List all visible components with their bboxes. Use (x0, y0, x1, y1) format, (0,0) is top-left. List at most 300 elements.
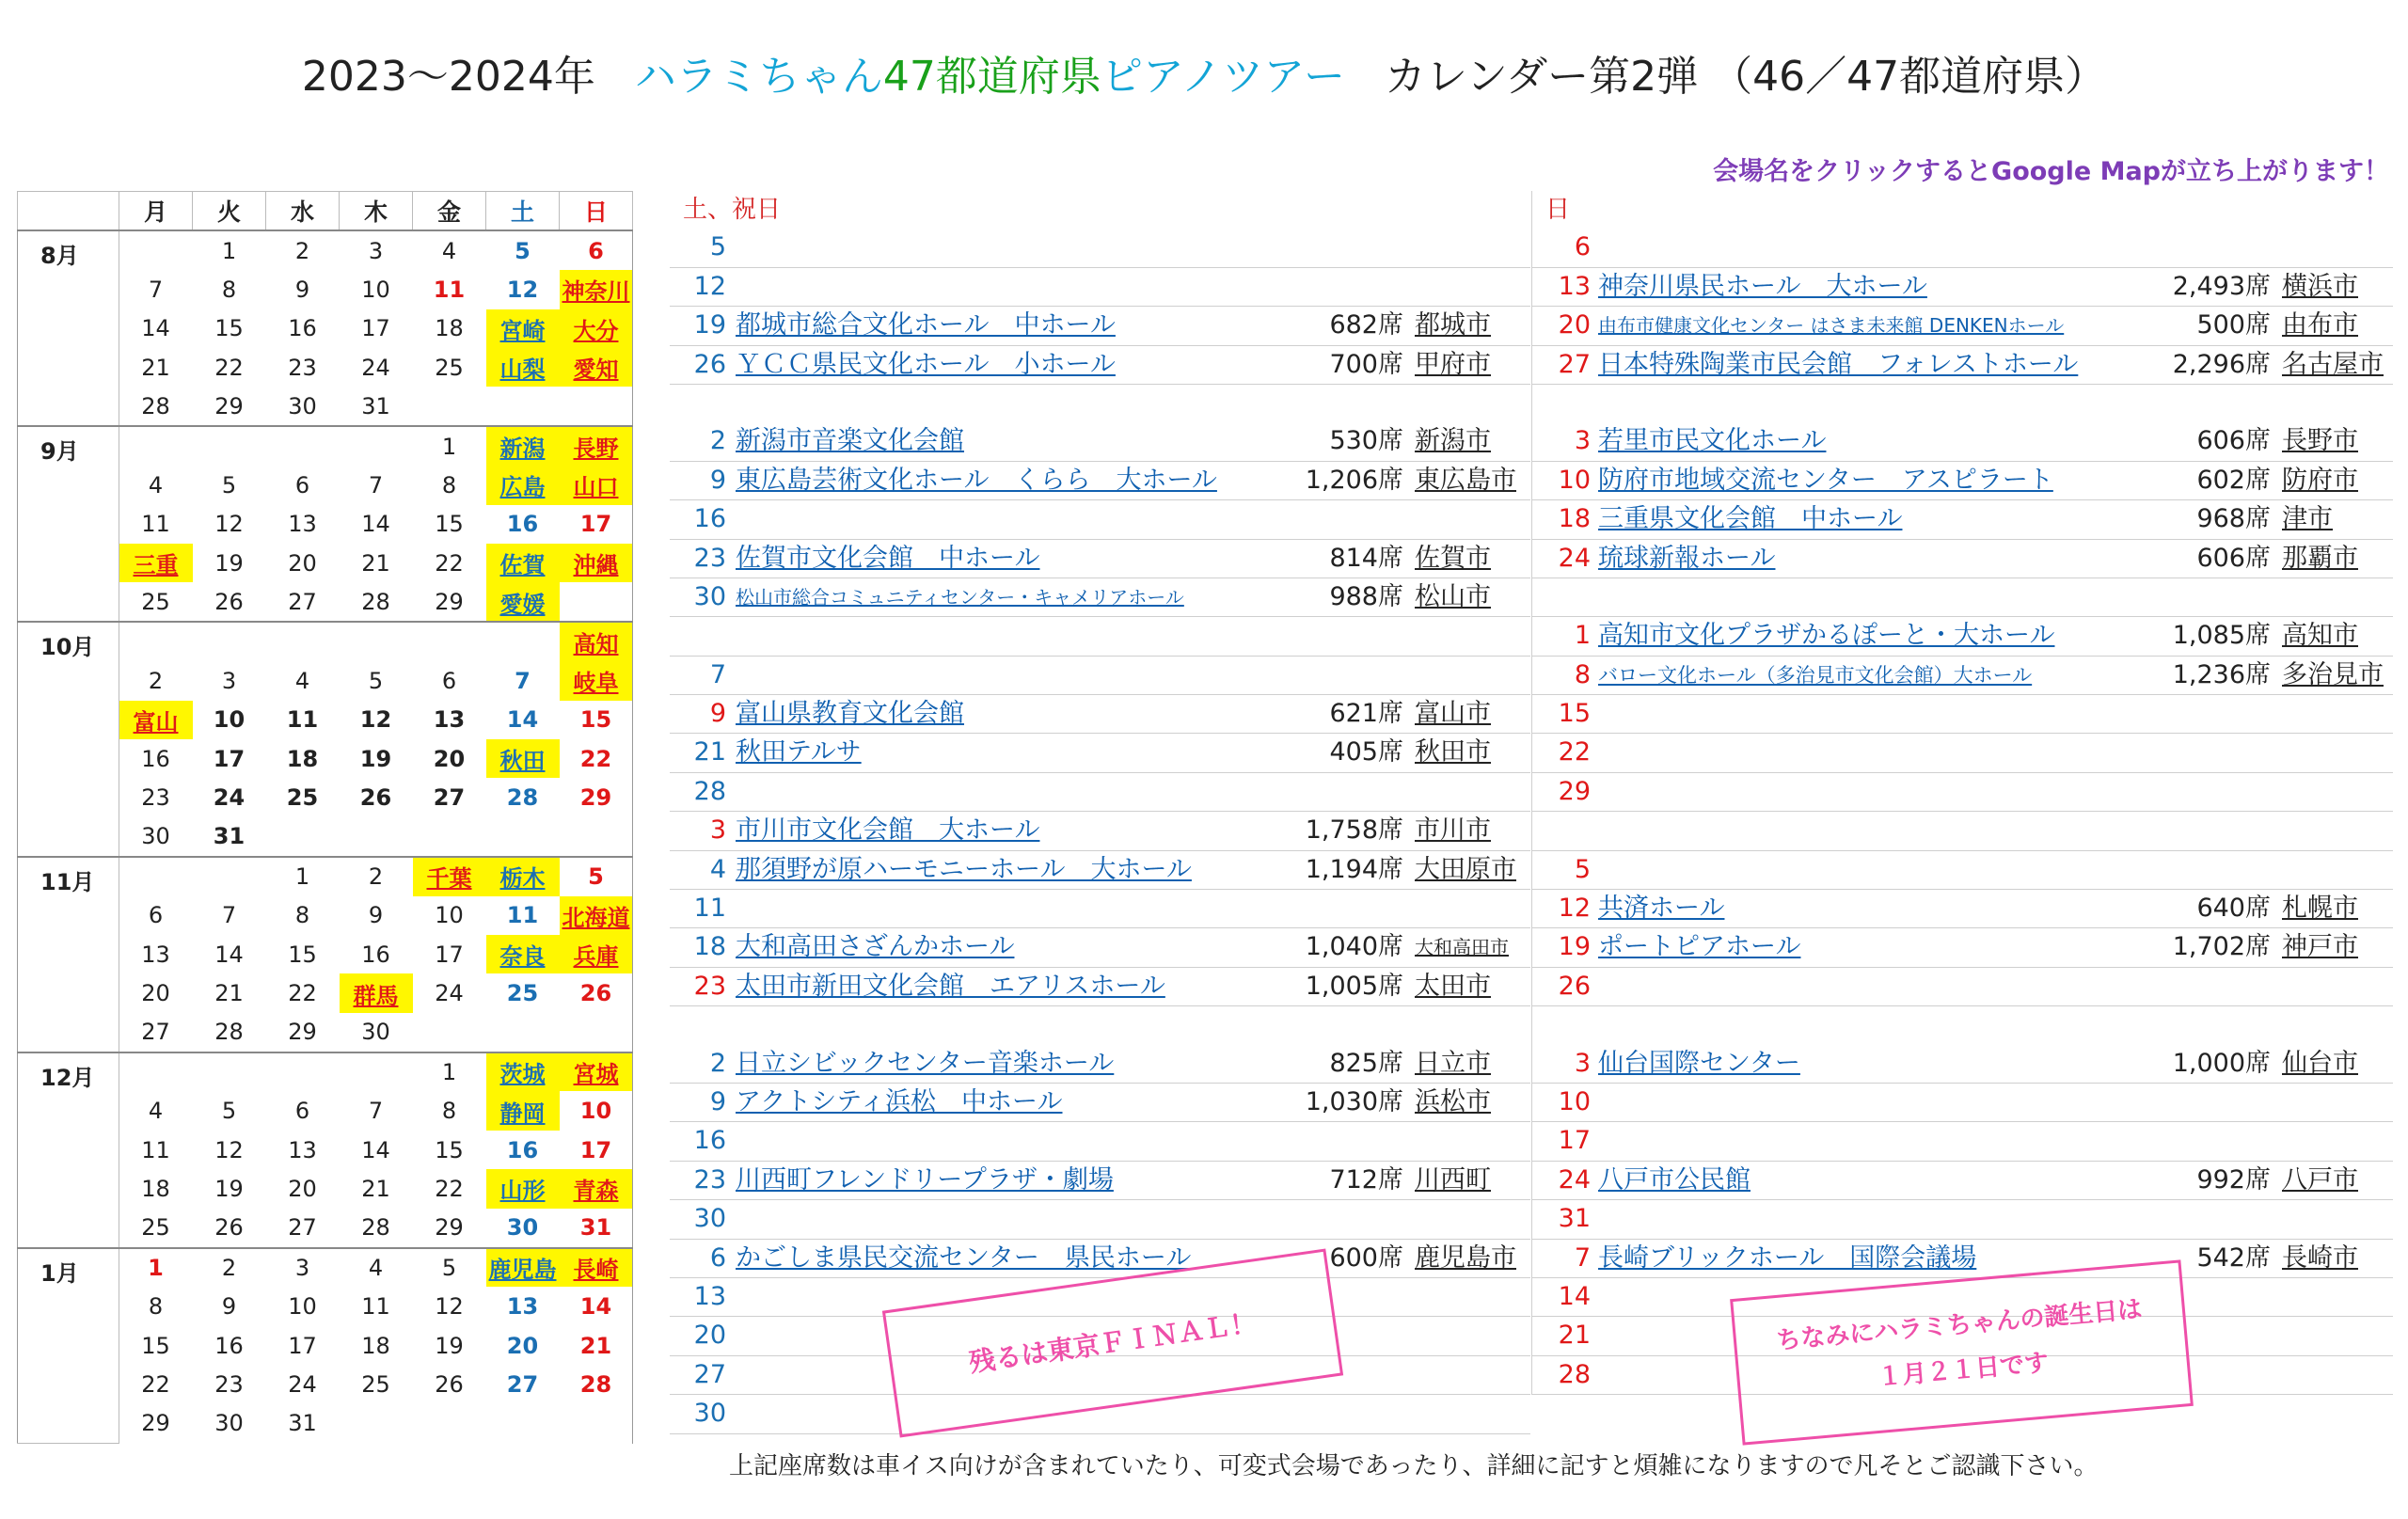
calendar-day: 29 (288, 1019, 317, 1046)
calendar-day: 24 (213, 784, 246, 812)
calendar-day: 5 (221, 1098, 237, 1125)
seat-count: 530席 (1329, 426, 1403, 456)
seat-count: 2,296席 (2172, 349, 2271, 379)
schedule-row (670, 540, 1530, 578)
schedule-date: 3 (709, 815, 726, 846)
page-title (0, 49, 2408, 105)
schedule-date: 7 (1574, 1242, 1591, 1273)
calendar-table (17, 191, 633, 1444)
schedule-row (1532, 812, 2393, 850)
calendar-day: 15 (435, 511, 464, 538)
schedule-row (670, 617, 1530, 656)
city-name: 長崎市 (2282, 1242, 2358, 1273)
saturday-holiday-schedule (670, 191, 1530, 1434)
city-name: 市川市 (1415, 815, 1491, 846)
tour-prefecture-cell: 兵庫 (560, 935, 633, 973)
tour-prefecture-cell: 群馬 (340, 973, 413, 1012)
seat-footnote: 上記座席数は車イス向けが含まれていたり、可変式会場であったり、詳細に記すと煩雑になりますので凡そとご認識下さい。 (729, 1452, 2099, 1480)
calendar-day: 9 (368, 902, 384, 929)
tour-prefecture-cell: 新潟 (486, 426, 560, 466)
city-name: 多治見市 (2282, 659, 2384, 689)
title-tour: ピアノツアー (1101, 53, 1345, 101)
calendar-day: 16 (214, 1332, 244, 1359)
schedule-row (670, 773, 1530, 812)
calendar-day: 22 (214, 354, 244, 381)
venue-link[interactable]: 市川市文化会館 大ホール (736, 815, 1040, 846)
schedule-date: 2 (709, 426, 726, 456)
calendar-day (340, 622, 413, 661)
calendar-week-row (18, 857, 633, 896)
calendar-day: 11 (506, 902, 539, 929)
calendar-day: 28 (214, 1019, 244, 1046)
seat-count: 1,206席 (1305, 465, 1403, 495)
schedule-row (1532, 1045, 2393, 1084)
month-label: 10月 (18, 622, 119, 856)
schedule-row (1532, 346, 2393, 385)
calendar-day: 30 (214, 1410, 244, 1437)
venue-link[interactable]: 由布市健康文化センター はさま未来館 DENKENホール (1598, 314, 2065, 338)
schedule-row (670, 812, 1530, 850)
tour-prefecture-cell: 栃木 (486, 857, 560, 896)
schedule-row (670, 734, 1530, 772)
calendar-day: 16 (288, 315, 317, 342)
month-label: 1月 (18, 1248, 119, 1443)
calendar-weekday-header (18, 192, 633, 231)
calendar-day (413, 622, 486, 661)
calendar-day: 30 (288, 393, 317, 420)
calendar-day: 7 (515, 667, 531, 694)
calendar-day (486, 1404, 560, 1443)
calendar-day: 20 (288, 1175, 317, 1202)
calendar-day: 13 (288, 1136, 317, 1163)
calendar-day: 19 (214, 1175, 244, 1202)
tour-prefecture-cell: 北海道 (560, 896, 633, 935)
map-notice: 会場名をクリックするとGoogle Mapが立ち上がります！ (1713, 157, 2389, 186)
schedule-row (670, 657, 1530, 695)
calendar-day: 23 (214, 1370, 244, 1398)
weekday-0: 月 (119, 192, 193, 231)
calendar-day: 14 (214, 941, 244, 968)
schedule-row (670, 968, 1530, 1006)
calendar-day: 21 (141, 354, 170, 381)
schedule-date: 15 (1558, 699, 1591, 729)
calendar-day: 29 (435, 1214, 464, 1242)
seat-count: 1,000席 (2172, 1048, 2271, 1078)
venue-link[interactable]: 高知市文化プラザかるぽーと・大ホール (1598, 621, 2055, 651)
schedule-row (1532, 617, 2393, 656)
calendar-day: 3 (221, 667, 237, 694)
schedule-date: 30 (693, 1204, 726, 1234)
schedule-date: 7 (709, 659, 726, 689)
tour-prefecture-cell: 大分 (560, 309, 633, 348)
calendar-day: 15 (435, 1136, 464, 1163)
calendar-day: 5 (368, 667, 384, 694)
calendar-week-row (18, 622, 633, 661)
left-schedule-header: 土、祝日 (683, 196, 782, 224)
calendar-day: 8 (148, 1293, 164, 1321)
schedule-date: 30 (693, 1399, 726, 1429)
venue-link[interactable]: 防府市地域交流センター アスピラート (1598, 465, 2053, 495)
venue-link[interactable]: バロー文化ホール（多治見市文化会館）大ホール (1598, 663, 2033, 687)
venue-link[interactable]: アクトシティ浜松 中ホール (736, 1086, 1063, 1116)
schedule-row (1532, 1200, 2393, 1239)
venue-link[interactable]: 仙台国際センター (1598, 1048, 1800, 1078)
calendar-day: 21 (214, 980, 244, 1006)
venue-link[interactable]: 琉球新報ホール (1598, 543, 1776, 573)
calendar-day: 11 (141, 511, 170, 538)
calendar-day: 15 (288, 941, 317, 968)
schedule-date: 11 (693, 894, 726, 924)
seat-count: 825席 (1329, 1048, 1403, 1078)
calendar-day: 25 (506, 980, 539, 1006)
calendar-day (560, 582, 633, 622)
venue-link[interactable]: 長崎ブリックホール 国際会議場 (1598, 1242, 1977, 1273)
calendar-day: 26 (435, 1370, 464, 1398)
calendar-day: 18 (286, 745, 319, 772)
venue-link[interactable]: 佐賀市文化会館 中ホール (736, 543, 1040, 573)
seat-count: 2,493席 (2172, 271, 2271, 301)
calendar-week-row (18, 230, 633, 270)
calendar-day: 26 (560, 973, 633, 1012)
calendar-day: 14 (141, 315, 170, 342)
venue-link[interactable]: 東広島芸術文化ホール くらら 大ホール (736, 465, 1217, 495)
calendar-day (560, 817, 633, 857)
schedule-row (670, 229, 1530, 267)
calendar-day: 10 (213, 706, 246, 734)
calendar-day: 1 (266, 857, 340, 896)
venue-link[interactable]: かごしま県民交流センター 県民ホール (736, 1242, 1192, 1273)
schedule-date: 8 (1574, 659, 1591, 689)
calendar-day: 25 (286, 784, 319, 812)
calendar-day: 28 (361, 1214, 390, 1242)
calendar-day: 6 (441, 667, 457, 694)
calendar-day: 17 (560, 505, 633, 544)
schedule-date: 10 (1558, 1086, 1591, 1116)
calendar-day: 2 (148, 667, 164, 694)
tour-prefecture-cell: 沖縄 (560, 544, 633, 582)
calendar-day: 23 (288, 354, 317, 381)
calendar-day: 30 (141, 823, 170, 850)
calendar-day: 20 (141, 980, 170, 1006)
schedule-date: 27 (1558, 349, 1591, 379)
schedule-row (670, 462, 1530, 500)
calendar-day: 16 (361, 941, 390, 968)
calendar-day: 8 (441, 471, 457, 498)
calendar-day: 29 (560, 778, 633, 816)
schedule-date: 23 (693, 543, 726, 573)
calendar-day: 1 (119, 1248, 193, 1288)
calendar-day: 12 (214, 511, 244, 538)
schedule-row (1532, 890, 2393, 928)
calendar-day (266, 426, 340, 466)
calendar-day: 13 (288, 511, 317, 538)
calendar-day (193, 1052, 266, 1092)
seat-count: 968席 (2196, 504, 2271, 534)
schedule-row (670, 695, 1530, 734)
schedule-date: 2 (709, 1048, 726, 1078)
calendar-day: 31 (560, 1209, 633, 1248)
city-name: 八戸市 (2282, 1164, 2358, 1195)
schedule-row (670, 578, 1530, 617)
calendar-day: 14 (560, 1287, 633, 1325)
tour-prefecture-cell: 神奈川 (560, 270, 633, 309)
venue-link[interactable]: 川西町フレンドリープラザ・劇場 (736, 1164, 1114, 1195)
venue-link[interactable]: 松山市総合コミュニティセンター・キャメリアホール (736, 585, 1184, 609)
month-label: 12月 (18, 1052, 119, 1248)
calendar-day (486, 1013, 560, 1052)
weekday-3: 木 (340, 192, 413, 231)
seat-count: 1,236席 (2172, 659, 2271, 689)
tour-prefecture-cell: 山梨 (486, 348, 560, 387)
city-name: 川西町 (1415, 1164, 1491, 1195)
seat-count: 606席 (2196, 543, 2271, 573)
city-name: 長野市 (2282, 426, 2358, 456)
venue-link[interactable]: 日立シビックセンター音楽ホール (736, 1048, 1115, 1078)
tour-prefecture-cell: 高知 (560, 622, 633, 661)
city-name: 都城市 (1415, 310, 1491, 340)
calendar-week-row (18, 1248, 633, 1288)
schedule-date: 22 (1558, 737, 1591, 767)
calendar-day: 26 (359, 784, 392, 812)
schedule-date: 28 (1558, 1359, 1591, 1389)
schedule-date: 19 (693, 310, 726, 340)
tour-prefecture-cell: 山口 (560, 466, 633, 504)
calendar-day: 8 (221, 276, 237, 303)
schedule-date: 12 (1558, 894, 1591, 924)
calendar-day: 29 (435, 589, 464, 616)
weekday-4: 金 (413, 192, 486, 231)
schedule-date: 23 (693, 1164, 726, 1195)
calendar-day: 17 (288, 1332, 317, 1359)
schedule-row (670, 1162, 1530, 1200)
tour-prefecture-cell: 秋田 (486, 739, 560, 778)
seat-count: 1,758席 (1305, 815, 1403, 846)
calendar-day (340, 1404, 413, 1443)
schedule-date: 16 (693, 1126, 726, 1156)
sunday-schedule (1531, 191, 2393, 1395)
calendar-week-row (18, 1052, 633, 1092)
schedule-date: 17 (1558, 1126, 1591, 1156)
calendar-day: 21 (361, 549, 390, 577)
calendar-day: 30 (506, 1214, 539, 1242)
schedule-row (1532, 307, 2393, 345)
venue-link[interactable]: 三重県文化会館 中ホール (1598, 504, 1903, 534)
calendar-day: 12 (214, 1136, 244, 1163)
calendar-day: 28 (141, 393, 170, 420)
city-name: 津市 (2282, 504, 2333, 534)
seat-count: 1,085席 (2172, 621, 2271, 651)
venue-link[interactable]: 那須野が原ハーモニーホール 大ホール (736, 854, 1192, 884)
venue-link[interactable]: 太田市新田文化会館 エアリスホール (736, 971, 1165, 1001)
calendar-day (486, 622, 560, 661)
calendar-day: 25 (435, 354, 464, 381)
calendar-day: 10 (361, 276, 390, 303)
seat-count: 988席 (1329, 581, 1403, 611)
schedule-row (670, 422, 1530, 461)
calendar-day: 8 (441, 1098, 457, 1125)
calendar-day: 17 (435, 941, 464, 968)
calendar-day (119, 622, 193, 661)
schedule-date: 28 (693, 776, 726, 806)
city-name: 由布市 (2282, 310, 2358, 340)
schedule-row (1532, 462, 2393, 500)
tour-prefecture-cell: 宮崎 (486, 309, 560, 348)
city-name: 仙台市 (2282, 1048, 2358, 1078)
calendar-day: 22 (288, 980, 317, 1006)
calendar-day (193, 857, 266, 896)
calendar-day: 16 (141, 745, 170, 772)
calendar-day: 25 (141, 1214, 170, 1242)
schedule-row (1532, 851, 2393, 890)
venue-link[interactable]: 八戸市公民館 (1598, 1164, 1751, 1195)
birthday-stamp-line2: １月２１日です (1877, 1349, 2051, 1392)
calendar-day: 6 (148, 902, 164, 929)
venue-link[interactable]: 秋田テルサ (736, 737, 862, 767)
schedule-date: 20 (693, 1321, 726, 1351)
calendar-day: 17 (213, 745, 246, 772)
venue-link[interactable]: 都城市総合文化ホール 中ホール (736, 310, 1116, 340)
seat-count: 621席 (1329, 699, 1403, 729)
venue-link[interactable]: ＹＣＣ県民文化ホール 小ホール (736, 349, 1116, 379)
seat-count: 600席 (1329, 1242, 1403, 1273)
title-year: 2023～2024年 (301, 53, 595, 101)
tour-prefecture-cell: 静岡 (486, 1091, 560, 1130)
schedule-date: 6 (1574, 232, 1591, 262)
city-name: 大田原市 (1415, 854, 1516, 884)
venue-link[interactable]: 共済ホール (1598, 894, 1725, 924)
calendar-day (486, 387, 560, 426)
schedule-gap (670, 385, 1530, 422)
calendar-day (119, 857, 193, 896)
seat-count: 992席 (2196, 1164, 2271, 1195)
schedule-row (670, 500, 1530, 539)
month-label: 9月 (18, 426, 119, 622)
tour-prefecture-cell: 富山 (119, 701, 193, 739)
weekday-2: 水 (266, 192, 340, 231)
title-artist: ハラミちゃん (634, 53, 883, 101)
city-name: 松山市 (1415, 581, 1491, 611)
calendar-day: 24 (361, 354, 390, 381)
calendar-day: 9 (221, 1293, 237, 1321)
venue-link[interactable]: ポートピアホール (1598, 932, 1801, 962)
calendar-day (193, 426, 266, 466)
birthday-stamp-line1: ちなみにハラミちゃんの誕生日は (1775, 1295, 2144, 1356)
schedule-row (1532, 773, 2393, 812)
schedule-date: 10 (1558, 465, 1591, 495)
calendar-day: 14 (361, 1136, 390, 1163)
city-name: 佐賀市 (1415, 543, 1491, 573)
calendar-day: 1 (413, 1052, 486, 1092)
venue-link[interactable]: 富山県教育文化会館 (736, 699, 964, 729)
tour-prefecture-cell: 広島 (486, 466, 560, 504)
calendar-day: 28 (361, 589, 390, 616)
venue-link[interactable]: 日本特殊陶業市民会館 フォレストホール (1598, 349, 2079, 379)
schedule-date: 24 (1558, 1164, 1591, 1195)
calendar-day (560, 1404, 633, 1443)
venue-link[interactable]: 大和高田さざんかホール (736, 932, 1015, 962)
city-name: 日立市 (1415, 1048, 1491, 1078)
schedule-row (1532, 422, 2393, 461)
schedule-row (1532, 1240, 2393, 1278)
month-label: 8月 (18, 230, 119, 426)
city-name: 札幌市 (2282, 894, 2358, 924)
calendar-day: 14 (506, 706, 539, 734)
calendar-day: 5 (560, 857, 633, 896)
seat-count: 1,040席 (1305, 932, 1403, 962)
calendar-day: 26 (214, 1214, 244, 1242)
schedule-date: 20 (1558, 310, 1591, 340)
seat-count: 700席 (1329, 349, 1403, 379)
schedule-date: 14 (1558, 1281, 1591, 1311)
schedule-row (1532, 657, 2393, 695)
calendar-day: 17 (560, 1131, 633, 1169)
calendar-day: 27 (288, 1214, 317, 1242)
calendar-day: 14 (361, 511, 390, 538)
venue-link[interactable]: 若里市民文化ホール (1598, 426, 1827, 456)
schedule-date: 23 (693, 971, 726, 1001)
calendar-day: 4 (148, 471, 164, 498)
calendar-day (486, 817, 560, 857)
seat-count: 1,194席 (1305, 854, 1403, 884)
calendar-day: 18 (141, 1175, 170, 1202)
schedule-date: 26 (1558, 971, 1591, 1001)
city-name: 横浜市 (2282, 271, 2358, 301)
tour-prefecture-cell: 岐阜 (560, 661, 633, 700)
calendar-day: 5 (221, 471, 237, 498)
calendar-day: 17 (361, 315, 390, 342)
calendar-day: 7 (221, 902, 237, 929)
schedule-row (1532, 578, 2393, 617)
calendar-day: 22 (435, 1175, 464, 1202)
weekday-1: 火 (193, 192, 266, 231)
schedule-date: 30 (693, 581, 726, 611)
calendar-day: 31 (213, 823, 246, 850)
seat-count: 542席 (2196, 1242, 2271, 1273)
calendar-day: 22 (141, 1370, 170, 1398)
tour-prefecture-cell: 愛媛 (486, 582, 560, 622)
title-prefectures: 47都道府県 (882, 53, 1101, 101)
calendar-day: 13 (506, 1293, 539, 1321)
schedule-date: 9 (709, 465, 726, 495)
calendar-day (119, 426, 193, 466)
schedule-date: 1 (1574, 621, 1591, 651)
schedule-row (1532, 695, 2393, 734)
calendar-day: 10 (560, 1091, 633, 1130)
calendar-day: 21 (361, 1175, 390, 1202)
calendar-day: 15 (214, 315, 244, 342)
calendar-day (119, 1052, 193, 1092)
calendar-day: 10 (435, 902, 464, 929)
calendar-day: 25 (141, 589, 170, 616)
venue-link[interactable]: 新潟市音楽文化会館 (736, 426, 964, 456)
calendar-day: 19 (214, 549, 244, 577)
city-name: 鹿児島市 (1415, 1242, 1516, 1273)
schedule-date: 12 (693, 271, 726, 301)
calendar-day: 15 (141, 1332, 170, 1359)
calendar-day: 6 (294, 471, 310, 498)
calendar-day: 1 (413, 426, 486, 466)
calendar-day (266, 622, 340, 661)
venue-link[interactable]: 神奈川県民ホール 大ホール (1598, 271, 1927, 301)
calendar-day: 20 (506, 1332, 539, 1359)
calendar-day: 12 (359, 706, 392, 734)
calendar-day: 18 (435, 315, 464, 342)
schedule-row (1532, 928, 2393, 967)
tour-prefecture-cell: 佐賀 (486, 544, 560, 582)
schedule-row (1532, 1084, 2393, 1122)
schedule-row (670, 346, 1530, 385)
city-name: 新潟市 (1415, 426, 1491, 456)
